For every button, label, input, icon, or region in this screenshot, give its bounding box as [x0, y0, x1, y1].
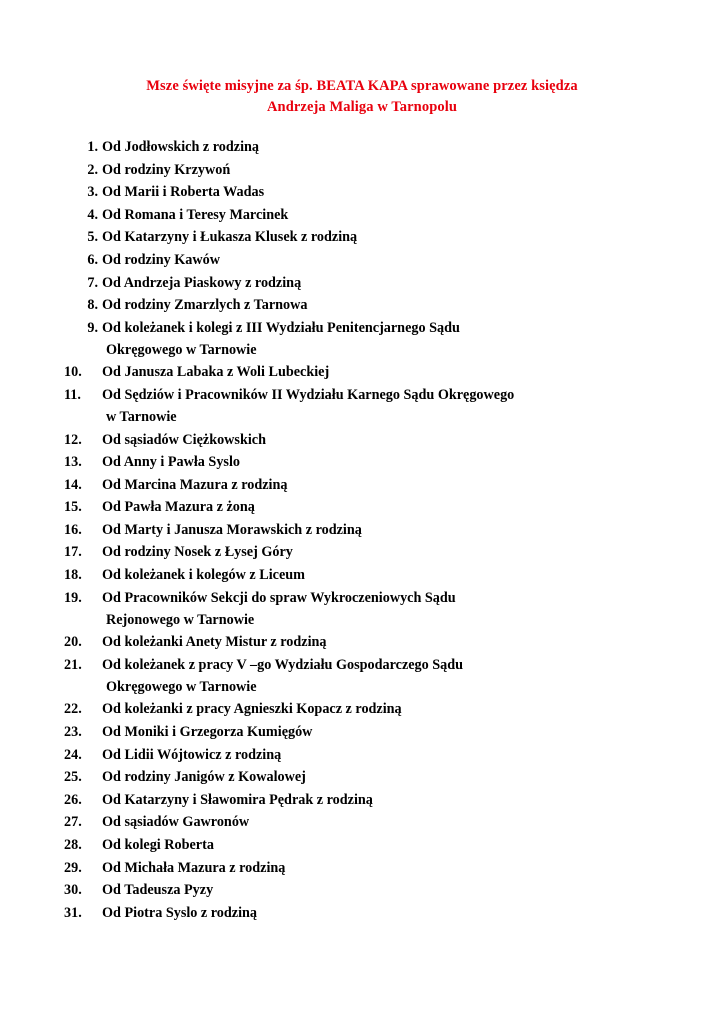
- mass-intentions-list: [64, 136, 660, 924]
- list-item: [64, 249, 660, 271]
- list-item-text: Od kolegi Roberta: [102, 836, 214, 853]
- list-item: [64, 384, 660, 428]
- list-item-text: Od koleżanki Anety Mistur z rodziną: [102, 634, 327, 651]
- list-item-number: 23.: [64, 724, 82, 741]
- list-item-text: Od koleżanek i kolegów z Liceum: [102, 567, 305, 584]
- list-item: [64, 136, 660, 158]
- list-item-number: 28.: [64, 836, 82, 853]
- list-item-text: Od rodziny Janigów z Kowalowej: [102, 769, 306, 786]
- page-title: [64, 76, 660, 118]
- list-item-text: Od Marii i Roberta Wadas: [102, 184, 265, 201]
- list-item-number: 2.: [87, 161, 98, 178]
- list-item-text: Od Sędziów i Pracowników II Wydziału Karnego Sądu Okręgowego: [102, 386, 515, 403]
- list-item-text: Od Pracowników Sekcji do spraw Wykroczeniowych Sądu: [102, 589, 456, 606]
- list-item-text: Od Janusza Labaka z Woli Lubeckiej: [102, 364, 330, 381]
- list-item-text-continued: Okręgowego w Tarnowie: [106, 678, 257, 695]
- page-title-line-2: Andrzeja Maliga w Tarnopolu: [266, 99, 457, 116]
- list-item-text: Od koleżanek i kolegi z III Wydziału Penitencjarnego Sądu: [102, 319, 460, 336]
- list-item-number: 11.: [64, 386, 81, 403]
- list-item: [64, 474, 660, 496]
- list-item: [64, 879, 660, 901]
- list-item: [64, 789, 660, 811]
- list-item-text: Od rodziny Zmarzlych z Tarnowa: [102, 297, 308, 314]
- list-item-number: 25.: [64, 769, 82, 786]
- list-item-number: 9.: [87, 319, 98, 336]
- list-item: [64, 519, 660, 541]
- list-item: [64, 902, 660, 924]
- list-item-text: Od koleżanki z pracy Agnieszki Kopacz z rodziną: [102, 701, 402, 718]
- list-item: [64, 698, 660, 720]
- list-item-number: 4.: [87, 206, 98, 223]
- list-item: [64, 496, 660, 518]
- list-item: [64, 564, 660, 586]
- list-item-text: Od Jodłowskich z rodziną: [102, 139, 260, 156]
- list-item-number: 21.: [64, 656, 82, 673]
- list-item: [64, 834, 660, 856]
- list-item-number: 7.: [87, 274, 98, 291]
- list-item-text: Od Moniki i Grzegorza Kumięgów: [102, 724, 313, 741]
- list-item-text: Od Katarzyny i Łukasza Klusek z rodziną: [102, 229, 358, 246]
- list-item: [64, 451, 660, 473]
- list-item-text: Od Lidii Wójtowicz z rodziną: [102, 746, 282, 763]
- list-item-number: 17.: [64, 544, 82, 561]
- list-item: [64, 587, 660, 631]
- page-title-line-1: Msze święte misyjne za śp. BEATA KAPA sprawowane przez księdza: [146, 78, 578, 94]
- list-item-number: 10.: [64, 364, 82, 381]
- list-item: [64, 361, 660, 383]
- list-item-number: 6.: [87, 251, 98, 268]
- list-item-number: 30.: [64, 882, 82, 899]
- list-item-number: 29.: [64, 859, 82, 876]
- list-item-text-continued: Rejonowego w Tarnowie: [106, 611, 255, 628]
- list-item-text: Od rodziny Krzywoń: [102, 161, 231, 178]
- list-item: [64, 766, 660, 788]
- list-item: [64, 159, 660, 181]
- list-item: [64, 744, 660, 766]
- list-item-number: 20.: [64, 634, 82, 651]
- list-item: [64, 857, 660, 879]
- list-item-text: Od sąsiadów Ciężkowskich: [102, 431, 266, 448]
- list-item-number: 16.: [64, 521, 82, 538]
- list-item-number: 27.: [64, 814, 82, 831]
- list-item-text: Od Andrzeja Piaskowy z rodziną: [102, 274, 302, 291]
- list-item-text: Od sąsiadów Gawronów: [102, 814, 250, 831]
- list-item: [64, 226, 660, 248]
- list-item-text: Od Piotra Syslo z rodziną: [102, 904, 258, 921]
- list-item: [64, 429, 660, 451]
- list-item: [64, 631, 660, 653]
- list-item: [64, 811, 660, 833]
- list-item: [64, 272, 660, 294]
- list-item-text: Od Romana i Teresy Marcinek: [102, 206, 289, 223]
- list-item-text: Od Marty i Janusza Morawskich z rodziną: [102, 521, 362, 538]
- list-item: [64, 654, 660, 698]
- list-item: [64, 204, 660, 226]
- list-item-number: 18.: [64, 567, 82, 584]
- list-item-text: Od Katarzyny i Sławomira Pędrak z rodziną: [102, 791, 373, 808]
- list-item-text-continued: Okręgowego w Tarnowie: [106, 341, 257, 358]
- list-item-text: Od Tadeusza Pyzy: [102, 882, 214, 899]
- list-item-text: Od koleżanek z pracy V –go Wydziału Gospodarczego Sądu: [102, 656, 464, 673]
- list-item-text: Od Pawła Mazura z żoną: [102, 499, 255, 516]
- list-item: [64, 294, 660, 316]
- list-item-text-continued: w Tarnowie: [106, 408, 177, 425]
- list-item: [64, 721, 660, 743]
- list-item: [64, 317, 660, 361]
- list-item-number: 1.: [87, 139, 98, 156]
- list-item-number: 5.: [87, 229, 98, 246]
- list-item-number: 14.: [64, 476, 82, 493]
- list-item-number: 13.: [64, 454, 82, 471]
- list-item-text: Od Marcina Mazura z rodziną: [102, 476, 288, 493]
- list-item-text: Od rodziny Kawów: [102, 251, 220, 268]
- list-item-number: 24.: [64, 746, 82, 763]
- list-item-number: 15.: [64, 499, 82, 516]
- list-item-number: 26.: [64, 791, 82, 808]
- list-item-text: Od rodziny Nosek z Łysej Góry: [102, 544, 293, 561]
- list-item-number: 3.: [87, 184, 98, 201]
- list-item: [64, 181, 660, 203]
- list-item-number: 31.: [64, 904, 82, 921]
- list-item-number: 12.: [64, 431, 82, 448]
- list-item-number: 8.: [87, 297, 98, 314]
- list-item: [64, 541, 660, 563]
- list-item-number: 19.: [64, 589, 82, 606]
- list-item-text: Od Michała Mazura z rodziną: [102, 859, 286, 876]
- list-item-text: Od Anny i Pawła Syslo: [102, 454, 240, 471]
- list-item-number: 22.: [64, 701, 82, 718]
